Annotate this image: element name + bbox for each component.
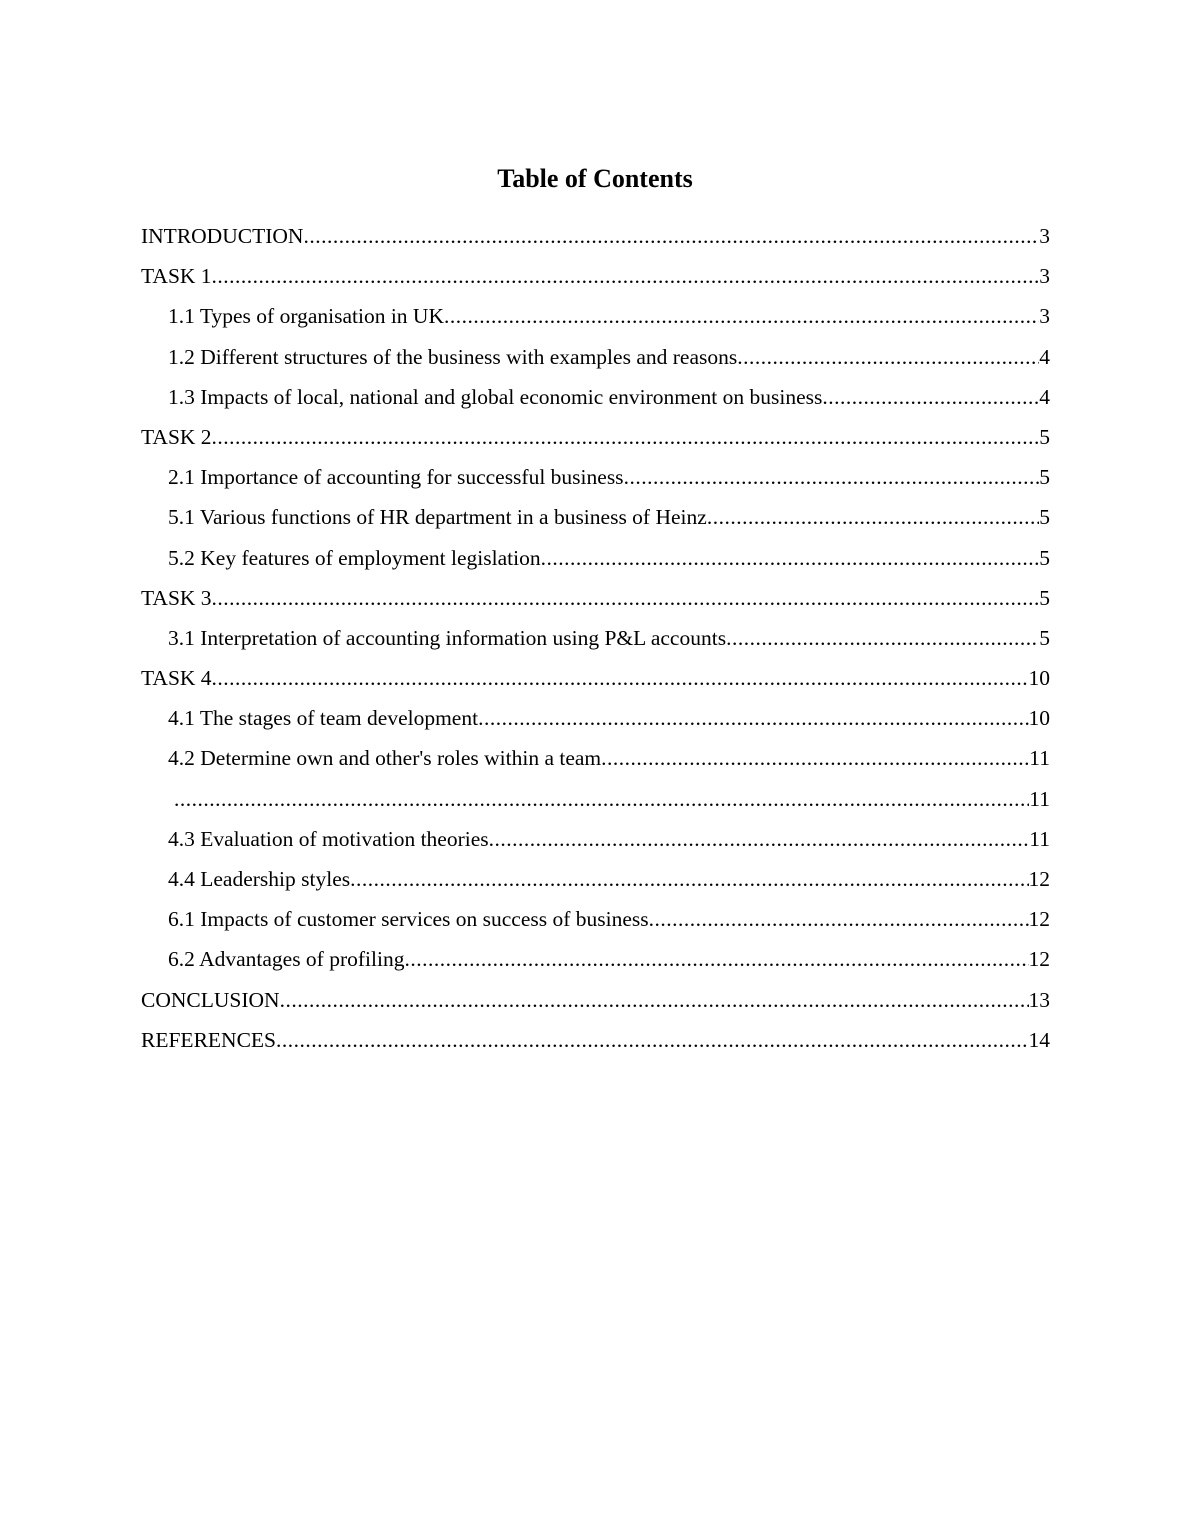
- toc-dot-leader: [350, 861, 1028, 897]
- toc-list: [141, 218, 1050, 1062]
- toc-dot-leader: [276, 1022, 1029, 1058]
- toc-entry[interactable]: [141, 580, 1050, 620]
- toc-entry[interactable]: [141, 861, 1050, 901]
- toc-entry[interactable]: [141, 540, 1050, 580]
- toc-entry-page-number: 3: [1039, 304, 1050, 329]
- toc-entry-page-number: 4: [1039, 384, 1050, 409]
- toc-entry-page-number: 12: [1028, 867, 1050, 891]
- toc-entry[interactable]: [141, 781, 1050, 821]
- toc-entry[interactable]: [141, 740, 1050, 780]
- toc-title: Table of Contents: [497, 164, 693, 193]
- toc-entry-page-number: 11: [1029, 746, 1050, 771]
- toc-entry-label: 1.3 Impacts of local, national and global economic environment on business: [168, 384, 823, 409]
- toc-entry-label: TASK 2: [141, 424, 212, 449]
- toc-entry[interactable]: [141, 982, 1050, 1022]
- toc-entry[interactable]: [141, 1022, 1050, 1062]
- toc-entry[interactable]: [141, 821, 1050, 861]
- toc-entry-page-number: 5: [1039, 545, 1050, 570]
- toc-entry-page-number: 5: [1039, 625, 1050, 650]
- toc-entry[interactable]: [141, 499, 1050, 539]
- toc-dot-leader: [601, 740, 1029, 776]
- toc-dot-leader: [404, 941, 1028, 977]
- toc-entry-page-number: 5: [1039, 424, 1050, 449]
- toc-entry-label: 5.2 Key features of employment legislation: [168, 545, 541, 570]
- toc-dot-leader: [737, 339, 1039, 375]
- toc-dot-leader: [649, 901, 1029, 937]
- toc-entry-label: CONCLUSION: [141, 987, 280, 1012]
- toc-dot-leader: [822, 379, 1039, 415]
- toc-entry[interactable]: [141, 339, 1050, 379]
- toc-entry-label: 1.1 Types of organisation in UK: [168, 304, 444, 329]
- toc-entry-page-number: 12: [1028, 947, 1050, 972]
- toc-dot-leader: [174, 781, 1029, 817]
- toc-entry-page-number: 3: [1039, 264, 1050, 289]
- toc-dot-leader: [212, 419, 1040, 455]
- toc-dot-leader: [489, 821, 1030, 857]
- toc-entry-page-number: 5: [1039, 505, 1050, 530]
- toc-dot-leader: [280, 982, 1029, 1018]
- toc-entry-label: INTRODUCTION: [141, 224, 304, 248]
- toc-entry[interactable]: [141, 419, 1050, 459]
- toc-entry-page-number: 11: [1029, 826, 1050, 851]
- toc-entry-page-number: 14: [1028, 1027, 1050, 1052]
- toc-dot-leader: [212, 660, 1029, 696]
- toc-entry-page-number: 5: [1039, 465, 1050, 490]
- toc-entry-page-number: 10: [1028, 706, 1050, 731]
- toc-entry[interactable]: [141, 379, 1050, 419]
- toc-entry-label: 4.3 Evaluation of motivation theories: [168, 826, 489, 851]
- toc-entry-page-number: 10: [1028, 666, 1050, 691]
- toc-dot-leader: [541, 540, 1040, 576]
- toc-entry[interactable]: [141, 298, 1050, 338]
- toc-dot-leader: [212, 258, 1040, 294]
- toc-entry-label: 5.1 Various functions of HR department in a business of Heinz: [168, 505, 707, 530]
- toc-entry-label: 4.1 The stages of team development: [168, 706, 479, 731]
- toc-entry-label: 4.4 Leadership styles: [168, 867, 351, 891]
- toc-entry[interactable]: [141, 660, 1050, 700]
- toc-entry-label: 2.1 Importance of accounting for successful business: [168, 465, 624, 490]
- toc-entry-label: TASK 4: [141, 666, 212, 691]
- toc-entry-page-number: 11: [1029, 786, 1050, 811]
- toc-entry[interactable]: [141, 258, 1050, 298]
- toc-dot-leader: [212, 580, 1040, 616]
- toc-dot-leader: [303, 218, 1039, 254]
- toc-entry[interactable]: [141, 700, 1050, 740]
- toc-dot-leader: [478, 700, 1028, 736]
- toc-dot-leader: [726, 620, 1039, 656]
- toc-entry-label: TASK 1: [141, 264, 212, 289]
- toc-entry-label: 6.1 Impacts of customer services on success of business: [168, 907, 649, 932]
- toc-entry-label: 1.2 Different structures of the business with examples and reasons: [168, 344, 738, 369]
- toc-entry[interactable]: [141, 218, 1050, 258]
- toc-entry-label: TASK 3: [141, 585, 212, 610]
- toc-dot-leader: [624, 459, 1040, 495]
- toc-entry-page-number: 4: [1039, 344, 1050, 369]
- toc-entry[interactable]: [141, 901, 1050, 941]
- toc-entry[interactable]: [141, 459, 1050, 499]
- toc-entry-page-number: 5: [1039, 585, 1050, 610]
- toc-dot-leader: [707, 499, 1039, 535]
- toc-entry-page-number: 3: [1039, 224, 1050, 248]
- toc-entry[interactable]: [141, 620, 1050, 660]
- toc-entry-label: 4.2 Determine own and other's roles within a team: [168, 746, 602, 771]
- toc-entry[interactable]: [141, 941, 1050, 981]
- toc-entry-page-number: 12: [1028, 907, 1050, 932]
- toc-entry-label: 3.1 Interpretation of accounting information using P&L accounts: [168, 625, 727, 650]
- toc-entry-label: 6.2 Advantages of profiling: [168, 947, 405, 972]
- toc-entry-page-number: 13: [1028, 987, 1050, 1012]
- toc-dot-leader: [444, 298, 1039, 334]
- toc-entry-label: REFERENCES: [141, 1027, 276, 1052]
